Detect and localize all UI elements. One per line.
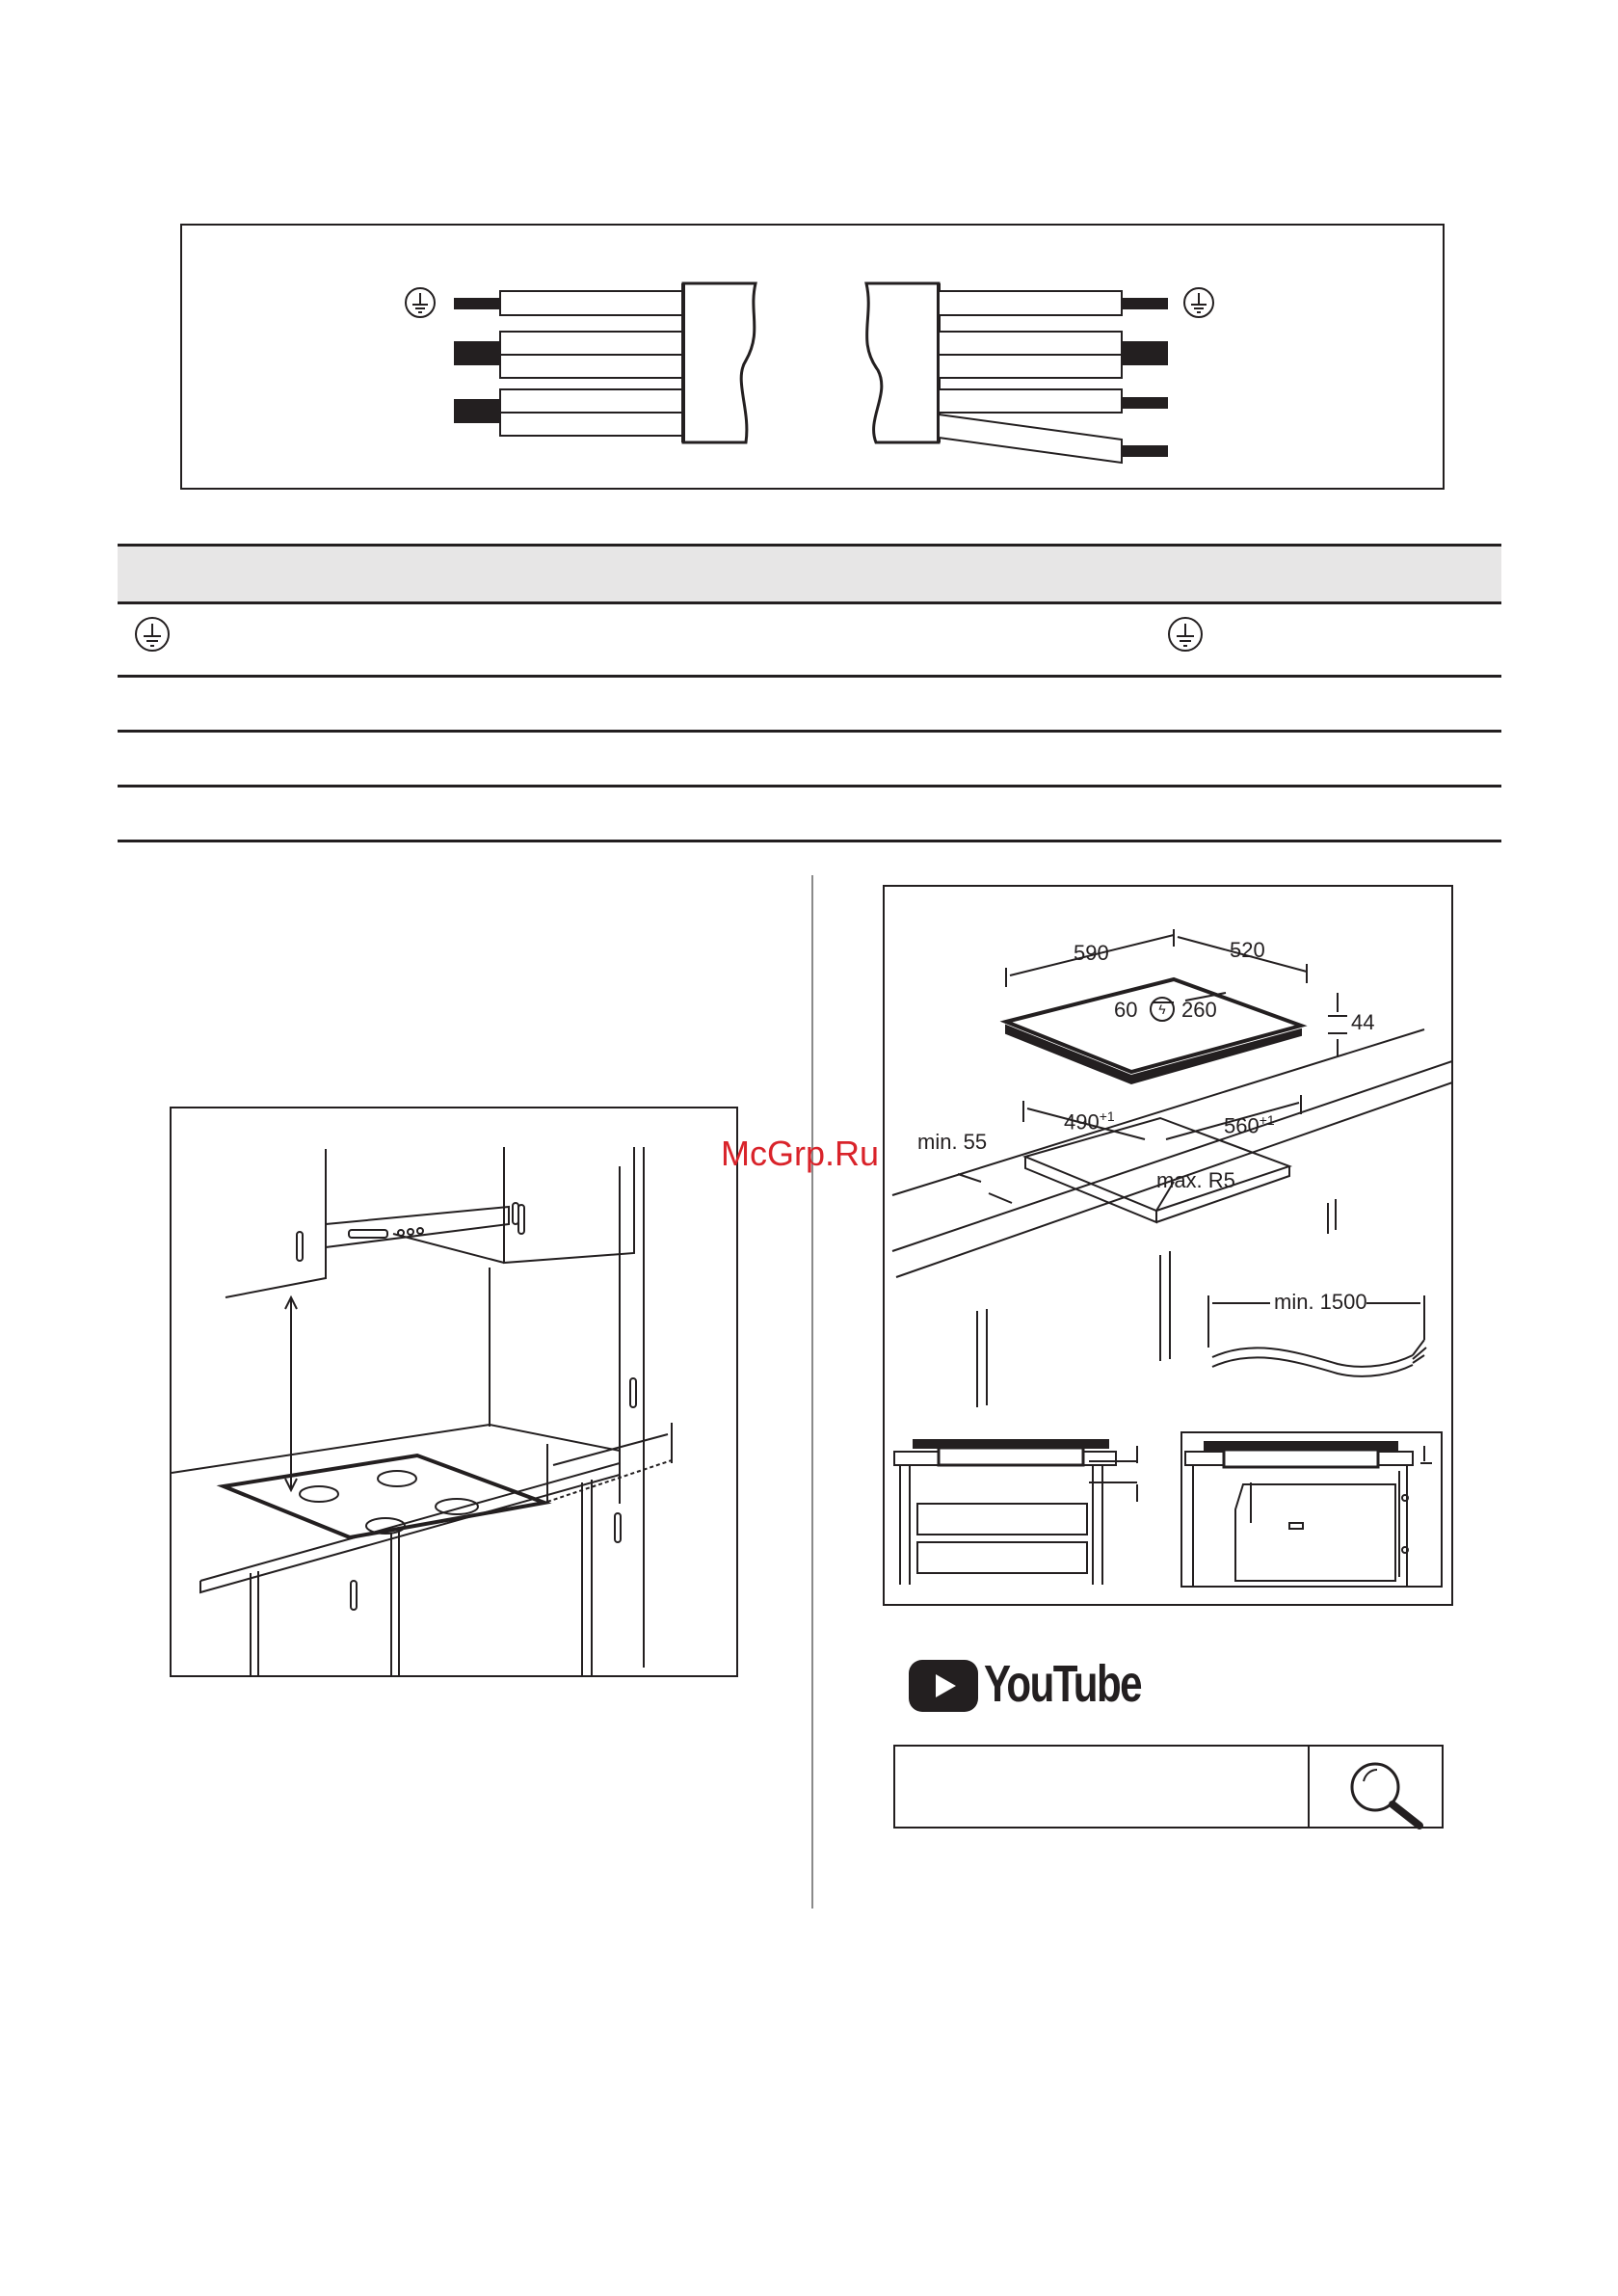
table-rule: [118, 675, 1501, 678]
dim-min-front: min. 55: [917, 1130, 988, 1154]
dim-cutout-depth: [1064, 1108, 1115, 1135]
dim-cable-length: min. 1500: [1274, 1290, 1367, 1314]
magnifier-icon[interactable]: [1339, 1756, 1435, 1829]
wiring-diagram: [180, 224, 1445, 490]
table-rule: [118, 730, 1501, 733]
watermark: McGrp.Ru: [721, 1134, 880, 1173]
search-box[interactable]: [893, 1745, 1444, 1829]
dimension-drawing: [885, 887, 1451, 1604]
youtube-logo-text: YouTube: [984, 1655, 1141, 1713]
wiring-diagram-drawing: [182, 226, 1443, 488]
dim-connection: 260: [1181, 998, 1217, 1022]
dim-cutout-width-tol: +1: [1259, 1112, 1275, 1128]
dim-width: 590: [1074, 941, 1109, 965]
protective-earth-icon: [1184, 288, 1213, 317]
dim-radius: max. R5: [1156, 1168, 1235, 1192]
kitchen-illustration: [170, 1107, 738, 1677]
protective-earth-icon: [1169, 618, 1202, 651]
installation-dimensions: [883, 885, 1453, 1606]
youtube-play-icon: [909, 1660, 978, 1712]
table-rule: [118, 601, 1501, 604]
kitchen-drawing: [172, 1108, 736, 1675]
dim-cutout-depth-base: 490: [1064, 1109, 1100, 1135]
protective-earth-icon: [406, 288, 435, 317]
dim-cutout-width: [1224, 1112, 1275, 1138]
table-rule: [118, 544, 1501, 547]
dim-height: 44: [1351, 1010, 1375, 1034]
dim-cutout-depth-tol: +1: [1099, 1108, 1115, 1124]
table-rule: [118, 785, 1501, 788]
search-divider: [1308, 1747, 1310, 1827]
table-rule: [118, 840, 1501, 842]
protective-earth-icon: [136, 618, 169, 651]
dim-depth: 520: [1230, 938, 1265, 962]
column-divider: [811, 875, 813, 1909]
table-header: [118, 544, 1501, 601]
table-row-ground: [118, 607, 1501, 665]
dim-cutout-width-base: 560: [1224, 1113, 1260, 1138]
power-icon: ϟ: [1150, 997, 1175, 1022]
dim-offset: 60: [1114, 998, 1138, 1022]
